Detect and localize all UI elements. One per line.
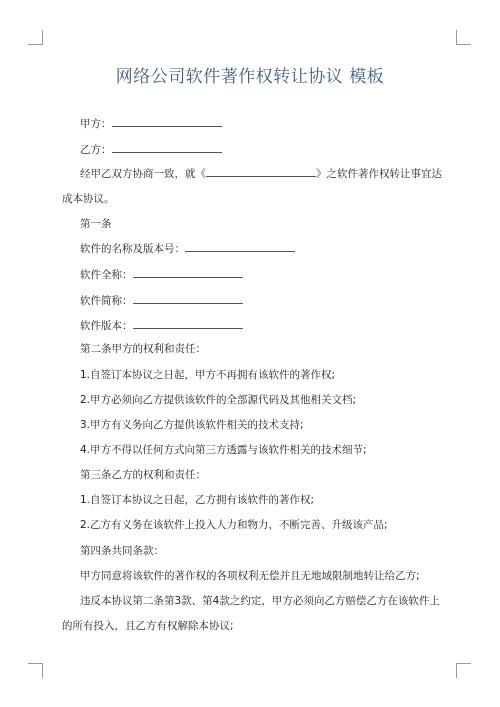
software-version-label: 软件版本： bbox=[80, 320, 133, 332]
party-a-label: 甲方： bbox=[80, 118, 112, 130]
article2-item: 2.甲方必须向乙方提供该软件的全部源代码及其他相关文档; bbox=[80, 394, 357, 406]
article3-item: 1.自签订本协议之日起，乙方拥有该软件的著作权; bbox=[80, 494, 315, 506]
document-title: 网络公司软件著作权转让协议 模板 bbox=[115, 67, 385, 87]
intro-text-part2: 》之软件著作权转让事宜达 bbox=[316, 168, 442, 180]
page-corner-mark-top-left bbox=[28, 30, 43, 45]
software-name-version-line bbox=[80, 241, 295, 256]
software-name-version-blank[interactable] bbox=[185, 241, 295, 252]
article2-heading: 第二条甲方的权利和责任： bbox=[80, 343, 206, 355]
software-name-version-label: 软件的名称及版本号： bbox=[80, 243, 185, 255]
software-title-blank[interactable] bbox=[206, 166, 316, 177]
article2-item: 4.甲方不得以任何方式向第三方透露与该软件相关的技术细节; bbox=[80, 444, 367, 456]
article4-paragraph: 甲方同意将该软件的著作权的各项权利无偿并且无地域限制地转让给乙方; bbox=[80, 570, 420, 582]
party-a-line bbox=[80, 116, 222, 131]
software-short-name-label: 软件简称： bbox=[80, 295, 133, 307]
article4-heading: 第四条共同条款： bbox=[80, 545, 164, 557]
software-short-name-blank[interactable] bbox=[133, 293, 243, 304]
article3-heading: 第三条乙方的权利和责任： bbox=[80, 469, 206, 481]
article4-paragraph-continuation: 的所有投入，且乙方有权解除本协议; bbox=[62, 620, 234, 632]
article2-item: 1.自签订本协议之日起，甲方不再拥有该软件的著作权; bbox=[80, 369, 336, 381]
software-full-name-blank[interactable] bbox=[133, 267, 243, 278]
article4-paragraph: 违反本协议第二条第3款、第4款之约定，甲方必须向乙方赔偿乙方在该软件上 bbox=[80, 595, 440, 607]
party-b-line bbox=[80, 142, 222, 157]
intro-text-part1: 经甲乙双方协商一致，就《 bbox=[80, 168, 206, 180]
software-version-line bbox=[80, 318, 243, 333]
article3-item: 2.乙方有义务在该软件上投入人力和物力，不断完善、升级该产品; bbox=[80, 519, 388, 531]
article1-heading: 第一条 bbox=[80, 218, 112, 230]
intro-line bbox=[80, 166, 442, 181]
page-corner-mark-top-right bbox=[456, 30, 471, 45]
page-corner-mark-bottom-left bbox=[28, 663, 43, 678]
article2-item: 3.甲方有义务向乙方提供该软件相关的技术支持; bbox=[80, 419, 304, 431]
party-b-label: 乙方： bbox=[80, 144, 112, 156]
page-corner-mark-bottom-right bbox=[456, 663, 471, 678]
software-short-name-line bbox=[80, 293, 243, 308]
intro-continuation: 成本协议。 bbox=[62, 193, 115, 205]
software-full-name-label: 软件全称： bbox=[80, 269, 133, 281]
party-b-blank[interactable] bbox=[112, 142, 222, 153]
software-full-name-line bbox=[80, 267, 243, 282]
software-version-blank[interactable] bbox=[133, 318, 243, 329]
party-a-blank[interactable] bbox=[112, 116, 222, 127]
